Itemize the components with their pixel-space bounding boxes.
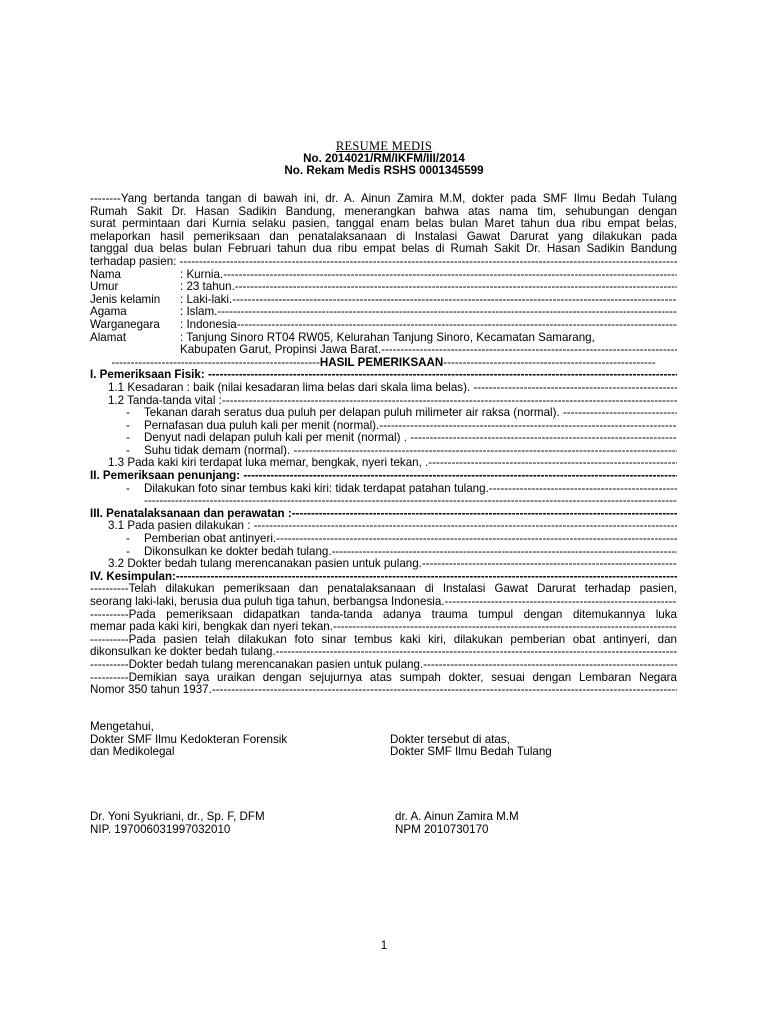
left-signer-title: dan Medikolegal <box>90 745 175 759</box>
patient-label: Jenis kelamin <box>90 293 161 306</box>
conclusion-line: ----------Dokter bedah tulang merencanakan pasien untuk pulang. ----- <box>90 659 677 672</box>
section-2-heading: II. Pemeriksaan penunjang: ----- <box>90 470 677 483</box>
conclusion-line: ----------Telah dilakukan pemeriksaan dan penatalaksanaan di Instalasi Gawat Darurat terhadap pasien, <box>90 583 677 596</box>
item-1-2: 1.2 Tanda-tanda vital : ----- <box>90 395 677 408</box>
patient-value: : Tanjung Sinoro RT04 RW05, Kelurahan Tanjung Sinoro, Kecamatan Samarang, <box>180 331 595 344</box>
document-header <box>0 140 768 178</box>
patient-label: Alamat <box>90 331 127 344</box>
medical-record-number: No. Rekam Medis RSHS 0001345599 <box>284 164 484 178</box>
patient-value: Kabupaten Garut, Propinsi Jawa Barat. ----- <box>180 344 677 357</box>
treatment-item: - Pemberian obat antinyeri. ----- <box>90 533 677 546</box>
page-number: 1 <box>380 939 388 952</box>
hasil-heading-line: ------------------------------------------------------HASIL PEMERIKSAAN------------------------------------------------------- <box>111 356 656 369</box>
intro-line: tanggal dua belas bulan Februari tahun dua ribu empat belas di Rumah Sakit Dr. Hasan Sadikin Bandung <box>90 243 677 256</box>
item-1-3: 1.3 Pada kaki kiri terdapat luka memar, bengkak, nyeri tekan, . ----- <box>90 457 677 470</box>
patient-row <box>90 269 677 282</box>
mengetahui-label: Mengetahui, <box>90 720 154 733</box>
vital-item: - Denyut nadi delapan puluh kali per menit (normal) . ----- <box>90 432 677 445</box>
intro-line: terhadap pasien: ----- <box>90 256 677 269</box>
right-signer-title: Dokter SMF Ilmu Bedah Tulang <box>390 745 552 759</box>
section-4-heading: IV. Kesimpulan: ----- <box>90 571 677 584</box>
right-signer-id: NPM 2010730170 <box>395 822 489 836</box>
conclusion-line: ----------Demikian saya uraikan dengan sejujurnya atas sumpah dokter, sesuai dengan Lembaran Negara <box>90 671 677 684</box>
patient-row <box>90 344 677 357</box>
patient-label: Warganegara <box>90 318 160 331</box>
right-signer-name: dr. A. Ainun Zamira M.M <box>395 810 519 823</box>
vital-item: - Pernafasan dua puluh kali per menit (normal). ----- <box>90 420 677 433</box>
right-signer-title: Dokter tersebut di atas, <box>390 732 510 746</box>
patient-row <box>90 294 677 307</box>
intro-line: --------Yang bertanda tangan di bawah ini, dr. A. Ainun Zamira M.M, dokter pada SMF Ilmu Bedah Tulang <box>90 193 677 205</box>
item-1-1: 1.1 Kesadaran : baik (nilai kesadaran lima belas dari skala lima belas). ----- <box>90 382 677 395</box>
patient-row <box>90 319 677 332</box>
signature-names <box>90 811 690 836</box>
patient-value: : Indonesia ----- <box>180 319 677 332</box>
hasil-heading: HASIL PEMERIKSAAN <box>319 356 444 369</box>
treatment-item: - Dikonsulkan ke dokter bedah tulang. ----- <box>90 546 677 559</box>
conclusion-line: ----------Pada pemeriksaan didapatkan tanda-tanda adanya trauma tumpul dengan ditemukannya luka <box>90 608 677 621</box>
patient-label <box>90 344 180 357</box>
patient-value: : 23 tahun. ----- <box>180 281 677 294</box>
patient-label: Nama <box>90 268 121 281</box>
item-3-2: 3.2 Dokter bedah tulang merencanakan pasien untuk pulang. ----- <box>90 558 677 571</box>
signature-titles <box>90 721 690 759</box>
patient-label: Agama <box>90 306 127 319</box>
patient-row <box>90 332 677 345</box>
item-3-1: 3.1 Pada pasien dilakukan : ----- <box>90 520 677 533</box>
left-signer-name: Dr. Yoni Syukriani, dr., Sp. F, DFM <box>90 810 265 823</box>
intro-line: surat permintaan dari Kurnia selaku pasien, tanggal enam belas bulan Maret tahun dua ribu empat belas, <box>90 218 677 231</box>
dash-line <box>90 495 677 508</box>
patient-row <box>90 306 677 319</box>
conclusion-line: ----------Pada pasien telah dilakukan foto sinar tembus kaki kiri, dilakukan pemberian obat antinyeri, dan <box>90 633 677 646</box>
document-title: RESUME MEDIS <box>335 139 433 153</box>
document-number: No. 2014021/RM/IKFM/III/2014 <box>303 151 465 165</box>
patient-value: : Laki-laki. ----- <box>180 294 677 307</box>
patient-value: : Kurnia. ----- <box>180 269 677 282</box>
left-signer-id: NIP. 197006031997032010 <box>90 822 231 836</box>
intro-line: melaporkan hasil pemeriksaan dan penatalaksanaan di Instalasi Gawat Darurat yang dilakukan pada <box>90 230 677 243</box>
conclusion-line: memar pada kaki kiri, bengkak dan nyeri tekan. ----- <box>90 621 677 634</box>
conclusion-line: Nomor 350 tahun 1937. ----- <box>90 684 677 697</box>
conclusion-line: seorang laki-laki, berusia dua puluh tiga tahun, berbangsa Indonesia. ----- <box>90 596 677 609</box>
patient-row <box>90 281 677 294</box>
patient-label: Umur <box>90 281 119 294</box>
left-signer-title: Dokter SMF Ilmu Kedokteran Forensik <box>90 732 288 746</box>
vital-item: - Tekanan darah seratus dua puluh per delapan puluh milimeter air raksa (normal). ----- <box>90 407 677 420</box>
intro-line: Rumah Sakit Dr. Hasan Sadikin Bandung, menerangkan bahwa atas nama tim, sehubungan dengan <box>90 205 677 218</box>
vital-item: - Suhu tidak demam (normal). ----- <box>90 445 677 458</box>
patient-value: : Islam. ----- <box>180 306 677 319</box>
penunjang-item: - Dilakukan foto sinar tembus kaki kiri: tidak terdapat patahan tulang. ----- <box>90 483 677 496</box>
conclusion-line: dikonsulkan ke dokter bedah tulang. ----- <box>90 646 677 659</box>
section-1-heading: I. Pemeriksaan Fisik: ----- <box>90 369 677 382</box>
document-body <box>90 193 677 697</box>
section-3-heading: III. Penatalaksanaan dan perawatan : ----- <box>90 508 677 521</box>
